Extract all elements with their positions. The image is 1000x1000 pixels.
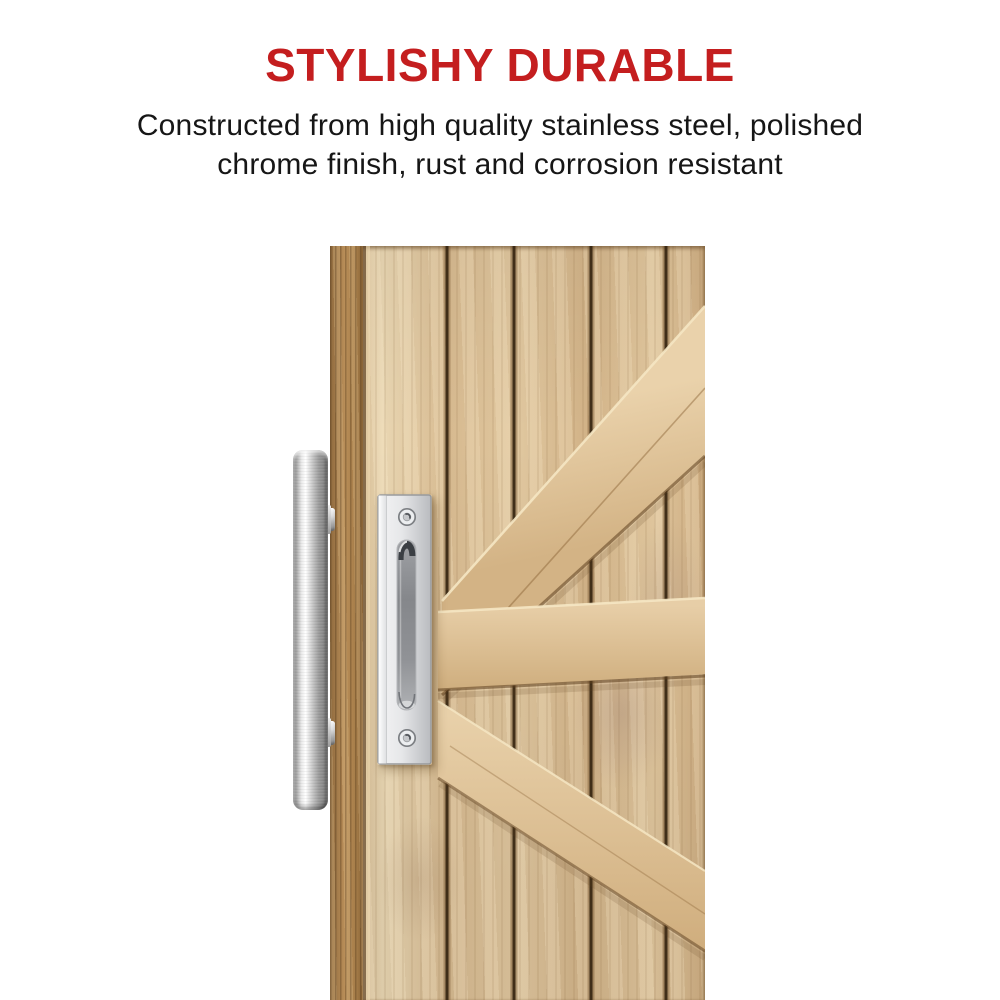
handle-bar (293, 450, 328, 810)
description-line-1: Constructed from high quality stainless steel, polished (136, 109, 864, 142)
flush-plate-graphic (377, 494, 432, 765)
flush-plate-screw-top (399, 509, 415, 525)
product-description (0, 106, 1000, 184)
page-title: STYLISHY DURABLE (265, 39, 735, 91)
flush-plate (377, 494, 432, 765)
flush-plate-screw-bottom (399, 730, 415, 746)
description-line-2: chrome finish, rust and corrosion resistant (217, 148, 783, 181)
flush-plate-recess (397, 540, 416, 710)
door-rail-middle (438, 598, 705, 696)
